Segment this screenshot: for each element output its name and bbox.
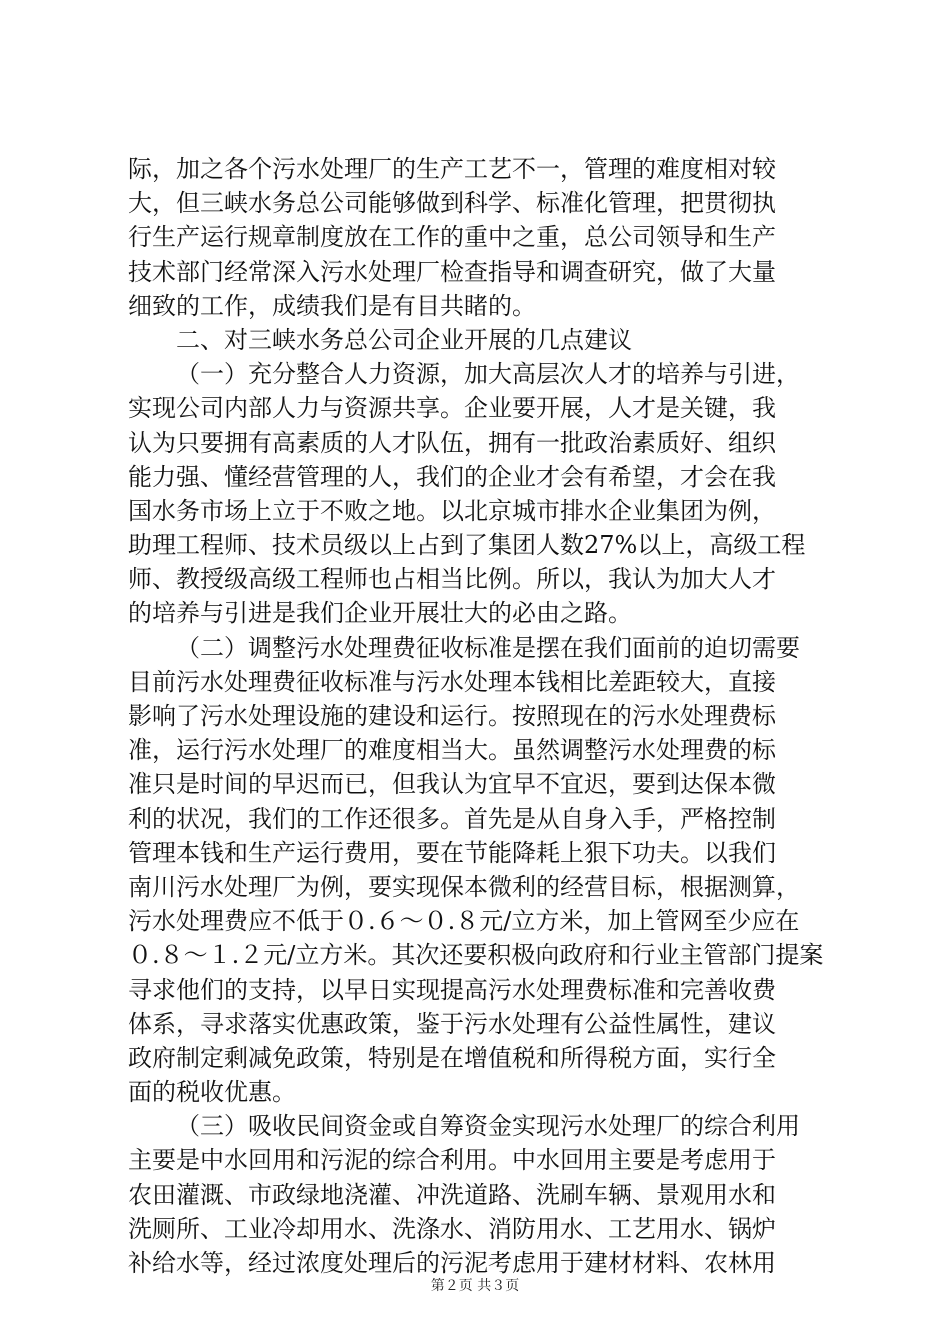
text-line: 大，但三峡水务总公司能够做到科学、标准化管理，把贯彻执 — [128, 189, 776, 218]
text-line: 寻求他们的支持，以早日实现提高污水处理费标准和完善收费 — [128, 975, 776, 1004]
text-line: 影响了污水处理设施的建设和运行。按照现在的污水处理费标 — [128, 702, 776, 730]
page-number: 第２页 共３页 — [430, 1278, 520, 1294]
text-line: 助理工程师、技术员级以上占到了集团人数27%以上，高级工程 — [128, 531, 806, 560]
text-line: 际，加之各个污水处理厂的生产工艺不一，管理的难度相对较 — [128, 155, 776, 183]
section-heading: 二、对三峡水务总公司企业开展的几点建议 — [176, 325, 632, 354]
text-line: 准只是时间的早迟而已，但我认为宜早不宜迟，要到达保本微 — [128, 770, 776, 799]
text-line: 农田灌溉、市政绿地浇灌、冲洗道路、洗刷车辆、景观用水和 — [128, 1180, 776, 1209]
text-line: 实现公司内部人力与资源共享。企业要开展，人才是关键，我 — [128, 394, 776, 423]
text-line: 技术部门经常深入污水处理厂检查指导和调查研究，做了大量 — [128, 257, 776, 286]
text-line: 认为只要拥有高素质的人才队伍，拥有一批政治素质好、组织 — [128, 428, 776, 457]
text-line: 管理本钱和生产运行费用，要在节能降耗上狠下功夫。以我们 — [128, 838, 776, 867]
text-line: 师、教授级高级工程师也占相当比例。所以，我认为加大人才 — [128, 565, 776, 594]
text-line: 目前污水处理费征收标准与污水处理本钱相比差距较大，直接 — [128, 667, 776, 696]
text-line: 国水务市场上立于不败之地。以北京城市排水企业集团为例， — [128, 496, 776, 525]
text-line: 利的状况，我们的工作还很多。首先是从自身入手，严格控制 — [128, 804, 776, 833]
document-body — [128, 152, 828, 1280]
text-line: 政府制定剩减免政策，特别是在增值税和所得税方面，实行全 — [128, 1043, 776, 1072]
page-footer — [0, 1276, 950, 1296]
text-line: 的培养与引进是我们企业开展壮大的必由之路。 — [128, 599, 632, 628]
text-line: 污水处理费应不低于０.６～０.８元/立方米，加上管网至少应在 — [128, 907, 800, 936]
text-line: 洗厕所、工业冷却用水、洗涤水、消防用水、工艺用水、锅炉 — [128, 1214, 776, 1243]
text-line: 补给水等，经过浓度处理后的污泥考虑用于建材材料、农林用 — [128, 1249, 776, 1277]
text-line: 主要是中水回用和污泥的综合利用。中水回用主要是考虑用于 — [128, 1146, 776, 1175]
text-line: 南川污水处理厂为例，要实现保本微利的经营目标，根据测算， — [128, 872, 800, 901]
text-line: 能力强、懂经营管理的人，我们的企业才会有希望，才会在我 — [128, 462, 776, 491]
subsection-heading: （三）吸收民间资金或自筹资金实现污水处理厂的综合利用 — [176, 1112, 800, 1141]
subsection-heading: （二）调整污水处理费征收标准是摆在我们面前的迫切需要 — [176, 633, 800, 662]
text-line: 面的税收优惠。 — [128, 1078, 296, 1107]
subsection-heading: （一）充分整合人力资源，加大高层次人才的培养与引进， — [176, 360, 800, 389]
text-line: 体系，寻求落实优惠政策，鉴于污水处理有公益性属性，建议 — [128, 1009, 776, 1038]
text-line: 细致的工作，成绩我们是有目共睹的。 — [128, 291, 536, 320]
text-line: 准，运行污水处理厂的难度相当大。虽然调整污水处理费的标 — [128, 736, 776, 765]
text-line: ０.８～１.２元/立方米。其次还要积极向政府和行业主管部门提案 — [128, 941, 824, 970]
text-line: 行生产运行规章制度放在工作的重中之重，总公司领导和生产 — [128, 223, 776, 252]
